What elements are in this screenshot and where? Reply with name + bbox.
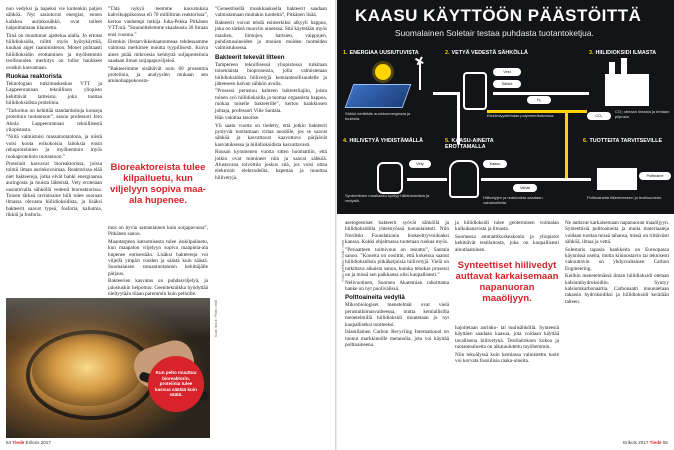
section-heading: Polttoaineita vedyllä xyxy=(345,294,405,302)
truck-icon xyxy=(597,168,637,190)
step-label: VETYÄ VEDESTÄ SÄHKÖLLÄ xyxy=(451,50,528,56)
separator-icon xyxy=(449,160,479,198)
label-pill: Kaasu xyxy=(483,160,507,168)
section-heading: Bakteerit tekevät litteen xyxy=(215,53,285,61)
solar-panel-icon xyxy=(345,84,412,108)
right-column-2-continued xyxy=(455,325,559,365)
flow-line xyxy=(481,178,591,181)
paragraph: Islantilainen Carbon Recycling International on tuonut markkinoille metanolia, jota voi käyttää polttoaineena. xyxy=(345,329,449,348)
paragraph: asetogeeniset bakteerit syövät sähköllä ja hiilidioksidilla yhteistyössä tuotanlaisesti. Niin Nordiskt Foundationin biokeeltryvoidoaksi kanssa. Kokki ohjelmassa tuotetaan ruokaa myös. xyxy=(345,220,449,246)
infographic-title: KAASU KÄYTTÖÖN PÄÄSTÖITTÄ xyxy=(355,6,642,25)
step-energy xyxy=(343,50,431,56)
paragraph: hajoitetaan aurinko- tai tuulisähköllä. Synteesiä käyttäen saadaan kaasua, jota voidaan käyttää tavallisena hiilivetynä. Testilaitoksen kokoa ja tuotantoaluetta on aikataulutettu myöhemmin. xyxy=(455,325,559,351)
right-column-2 xyxy=(455,220,559,254)
step-number: 2. xyxy=(445,50,450,56)
label-pill: H₂ xyxy=(527,96,551,104)
label-pill: Vahat xyxy=(513,184,537,192)
step-separation xyxy=(445,138,535,151)
infographic-subtitle: Suomalainen Soletair testaa puhdasta tuotantoketjua. xyxy=(395,28,594,38)
magazine-name: Tiede xyxy=(649,440,662,445)
step-number: 4. xyxy=(343,138,348,144)
page-number: 54 xyxy=(6,440,12,445)
right-column-3 xyxy=(565,220,669,306)
step-carbon-dioxide xyxy=(589,50,669,56)
page-folio-right xyxy=(623,440,668,445)
paragraph: Bakteerien kasvatus on puhdasviljelyä, ja jalostuskin helpottuu. Geenitekniikka hyödyttää nieltyytään tilaan paremmin kuin pelloille. xyxy=(108,278,208,298)
pan-contents xyxy=(32,336,142,406)
paragraph: Elemkin ifestarvikkeitaatonmeaa tehdessamme valmista merkitsee muutta tyypillisesti. Kuiva aines pitää mikroesia kehityttä soljaproteiinia saadaan ilman soijapapuviljeleä. xyxy=(108,39,208,65)
left-page xyxy=(0,0,336,450)
step-methanation xyxy=(343,138,431,144)
issue-label: Erikois 2017 xyxy=(623,440,649,445)
step-note: Hiilivetyjen ja reaktorista saadaan vahatuotteita. xyxy=(483,195,543,205)
label-pill: Sähkö xyxy=(493,80,521,88)
paragraph: Keithin menetelmässä ilman hiilidioksidi otetaan kalsiumhydroksidiin. Syntyy kalsiumkarbonaattia. Carbonaatti muunnetaan takaisin hydroksidiksi ja hiilidioksidi kerätään talteen. xyxy=(565,273,669,305)
paragraph: ”Geneettisellä muokkauksella bakteerit saadaan valmistamaan muitakin tuotteita”, Pitkänen lisää. xyxy=(215,6,327,19)
chimney xyxy=(621,58,627,76)
sun-icon xyxy=(375,64,391,80)
paragraph: Teknologian tutkimuskeskus VTT ja Lappeenrannan teknillinen yliopisto kehittävät laitteisto, joka tuottaa hiilidioksidista proteiinia. xyxy=(6,81,102,107)
paragraph: Bakteerit voivat tehdä esimerkiksi alkyyli happoa, joka on tärkeä muoviin aineessa. Sitä käytetään myös maalien, liimojen, hartsien, vaippojen, puhdistusaineiden ja monien muiden tuotteiden valmistuksessa. xyxy=(215,19,327,52)
step-note: Polttoaineita liikenteeseen ja teollisuuteen. xyxy=(587,195,663,200)
photo-credit: Kuva: Istock / Photo credit xyxy=(214,300,218,338)
step-label: HIILIDIOKSIDI ILMASTA xyxy=(595,50,657,56)
paragraph: Suomessa ammattikorkeakoulu ja yliopistot kehittävät testilaitosta, joka on kaupallisesti ainutlaatuinen. xyxy=(455,233,559,253)
paragraph: Mikrobiologiset menetelmät ovat vielä perustutkimusvaiheessa, mutta kemiallisilla menetelmillä hiilidioksidi muutetaan jo nyt kaupalliseksi tuotteeksi. xyxy=(345,302,449,328)
factory-icon xyxy=(605,74,649,106)
right-column-1 xyxy=(345,220,449,349)
pull-quote: Bioreaktoreista tulee kilpailuetu, kun viljelyyn sopiva maa-ala hupenee. xyxy=(110,162,206,206)
flow-line xyxy=(565,110,568,180)
magazine-name: Tiede xyxy=(12,440,25,445)
label-pill: Vesi xyxy=(493,68,521,76)
photo-caption-badge: Kun pelto muuttuu bioreaktorin, proteiinia tulee kasvua säätää kuin säätä. xyxy=(148,356,204,412)
flow-line xyxy=(407,178,447,181)
chimney xyxy=(609,62,615,76)
step-note: Sähkö kerätään aurinkoenergiasta ja tuulesta. xyxy=(345,111,411,121)
left-column-3 xyxy=(215,6,327,182)
paragraph: Hän valottaa tasoitse. xyxy=(215,115,260,122)
step-hydrogen xyxy=(445,50,535,56)
page-folio-left xyxy=(6,440,51,445)
paragraph: Proteiinit kasvavat bioreaktorissa, joissa toimii ilman aurinkovoimaa. Reaktorissa elää niet bakteereja, jotka elvät banki energiaansa auringosta ja muista lähteistä. Vety erotetaan uusiutuvalla sähköllä vedestä bioreaktorissa. Toinen tärkeä ravintoaine hiili tulee suoraan ilmassa olevasta hiilidioksidista, ja lisäksi bakteerit saavat typeä, fosforia, kaliumia, rikkiä ja fosforia. xyxy=(6,160,102,219)
label-pill: CO₂ xyxy=(587,112,611,120)
left-column-1 xyxy=(6,6,102,220)
step-number: 3. xyxy=(589,50,594,56)
step-number: 6. xyxy=(583,138,588,144)
paragraph: non vedyksi ja hapeksi vie kuitenkin paljon sähköä. Nyt sasiutuvat energiat, ennen kaikkea aurinkosähkö, ovat tulleet halpoittamaan tilannetta. xyxy=(6,6,102,32)
infographic xyxy=(337,0,674,214)
graphic-credit: Kuva: grafiikka / Solar / credit xyxy=(341,240,345,282)
paragraph: ja hiilidioksidi tulee geotermisen voimalan kulkukanavista ja ilmasta. xyxy=(455,220,559,233)
paragraph: Maantarpeen katsomisesta tulee isokilpailuetu, kun maapalon viljelyyn sopiva maapinta-ala hupenee entisestään. Lisäksi bakteereja voi viljellä ympäri vuoden ja säästä kuin säästä. Suomalaisen rasuantuotannon kehittäjälle pärjaus. xyxy=(108,238,208,277)
step-number: 1. xyxy=(343,50,348,56)
paragraph: Niin tekoälyssä kuin kemiassa valmistettu tuote voi korvata fossiilisia raaka-aineita. xyxy=(455,351,559,365)
label-pill: Polttoaine xyxy=(639,172,671,180)
step-label: TUOTTEITA TARVITSEVILLE xyxy=(589,138,663,144)
flow-line xyxy=(457,92,460,144)
step-note: Elektrolyysitehdas polymeerikalvossa. xyxy=(487,113,555,118)
step-number: 5. xyxy=(445,138,450,144)
step-note: CO₂ otetaan ilmasta ja tehtaan piipusta. xyxy=(615,109,670,119)
step-label: KAASU-AINEITA EROTTAMALLA xyxy=(445,138,494,151)
paragraph: Ruusan kymmenen vuotta sitten huomattiin, että jotkin ovat toimineet niin ja saavat sähköä. Alustavana toivottiin joskus sitä, jos voisi ottaa elektronit elektrodeilta, hapettaa ja muuttaa hiilivetyjä. xyxy=(215,149,327,181)
paragraph: Tampereen teknillisessä yliopistossa tutkitaan toisenlaista bioprosessia, jolla valmistetaan hiilidioksidista hiilivetyjä kemianteollisuudelle ja jätteeseen halvan sähkön avulla. xyxy=(215,61,327,88)
paragraph: Ne auttavat karkaisemaan napanuoran maaöljyyn. Synteettisiä polttoaineita ja muita materiaaleja voidaan tuottaa missä tahansa, missä on riittävästi sähköä, ilmaa ja vettä. xyxy=(565,220,669,246)
paragraph: ”Periaatteen toimivuus on testattu”, Santala sanoo. ”Koneita on oosittin, että kokeissa saanut hiilidioksidista pitkäketjuisia hiilivetyjä. Vielä on tutkittava aikaista sanoa, kuinka tehokas prosessi on ja missä sen paikkansa olisi kaupallisesti.” xyxy=(345,246,449,279)
paragraph: ”Tarkoitus on kehittää standardoituja konseja proteiinin tuotantoon”, sanoo professori Jero Ahola Lappeenrannan teknillisestä yliopistosta. xyxy=(6,107,102,133)
step-label: HIILIVETYÄ YHDISTÄMÄLLÄ xyxy=(349,138,424,144)
label-pill: Vety xyxy=(409,160,431,168)
paragraph: ”Tätä nykyä teemme kasvatuksia kahvikuppikoossa eli 70 millilitran reaktorissa”, kertoo vanhempi tutkija Juha-Pekka Pitkänen VTT:stä. ”Suunnittelemme skaalausta 30 litraan ensi vuonna.” xyxy=(108,6,208,38)
step-products xyxy=(583,138,671,144)
steam xyxy=(6,298,210,338)
paragraph: ”Niitä valmistuisi massatuotantona, ja niistä voisi koota erikokoisia laitoksia ensin rehuproteiinien ja myöhemmin myös ruokaproteiinin tuotantoon.” xyxy=(6,134,102,160)
paragraph: ”Bakteerimme sisältävät noin 60 prosenttia proteiinia, ja analyysien mukaan sen aminohappokoostu- xyxy=(108,65,208,85)
pull-quote: Synteettiset hiilivedyt auttavat karkaisemaan napanuoran maaöljyyn. xyxy=(455,260,559,304)
page-number: 55 xyxy=(662,440,668,445)
flow-line xyxy=(433,92,457,95)
right-page xyxy=(337,0,674,450)
step-label: ENERGIAA UUSIUTUVISTA xyxy=(349,50,419,56)
section-heading: Ruokaa reaktorista xyxy=(6,73,62,81)
reactor-icon xyxy=(377,162,403,194)
flow-line xyxy=(493,92,589,95)
left-column-2-continued xyxy=(108,225,208,298)
step-note: Synteettinen maakaasu syntyy hiilidioksidista ja vedystä. xyxy=(345,193,430,203)
paragraph: Solestaris tapasia hankkeita on Euroopassa käynnissä useita, mutta kiinnostavin tai teknisesti vakuuttavin on yhdysvaltainen Carbon Engineering. xyxy=(565,246,669,272)
paragraph: ”Prosessi perustuu kahteen bakteerilajiin, joista toinen syö hiilidioksidia ja tuottaa orgaanista happoa, ruokaa toiselle bakteerille”, kertoo baakkiosen johtaja, professori Ville Santala. xyxy=(215,88,327,114)
electrolyzer-icon xyxy=(463,72,487,110)
paragraph: Nelivuotinen, Suomen Akatemian rahoittama hanke on nyt puolivälissä. xyxy=(345,279,449,293)
issue-label: Erikois 2017 xyxy=(25,440,51,445)
wind-turbine-icon xyxy=(419,60,421,90)
paragraph: mus on hyvin samanlainen kuin soijapavussa”, Pitkänen sanoo. xyxy=(108,225,208,238)
left-column-2 xyxy=(108,6,208,86)
paragraph: Yli saatu vuotta on tiedetty, että jotkin bakteerit pystyvät tuottamaan virtaa anodille, jos se saavat sähköä ja kasvattavat kaavottava pärjäävät kasvatuksessa ja hiilidioksidista kasvattavasti. xyxy=(215,122,327,148)
paragraph: Tänä on muuttunut ajattelua alalla. Jo ertotat hiilidioksidia, niiltti myös hyötykäyttöä, kuuhan aiger raaministeton. Monet puhtaasti hiilidioksidin erottaminen ja myöhemmin teollisuuden merkitys on tullut haukkeet ovatkin kasvamaan. xyxy=(6,32,102,71)
